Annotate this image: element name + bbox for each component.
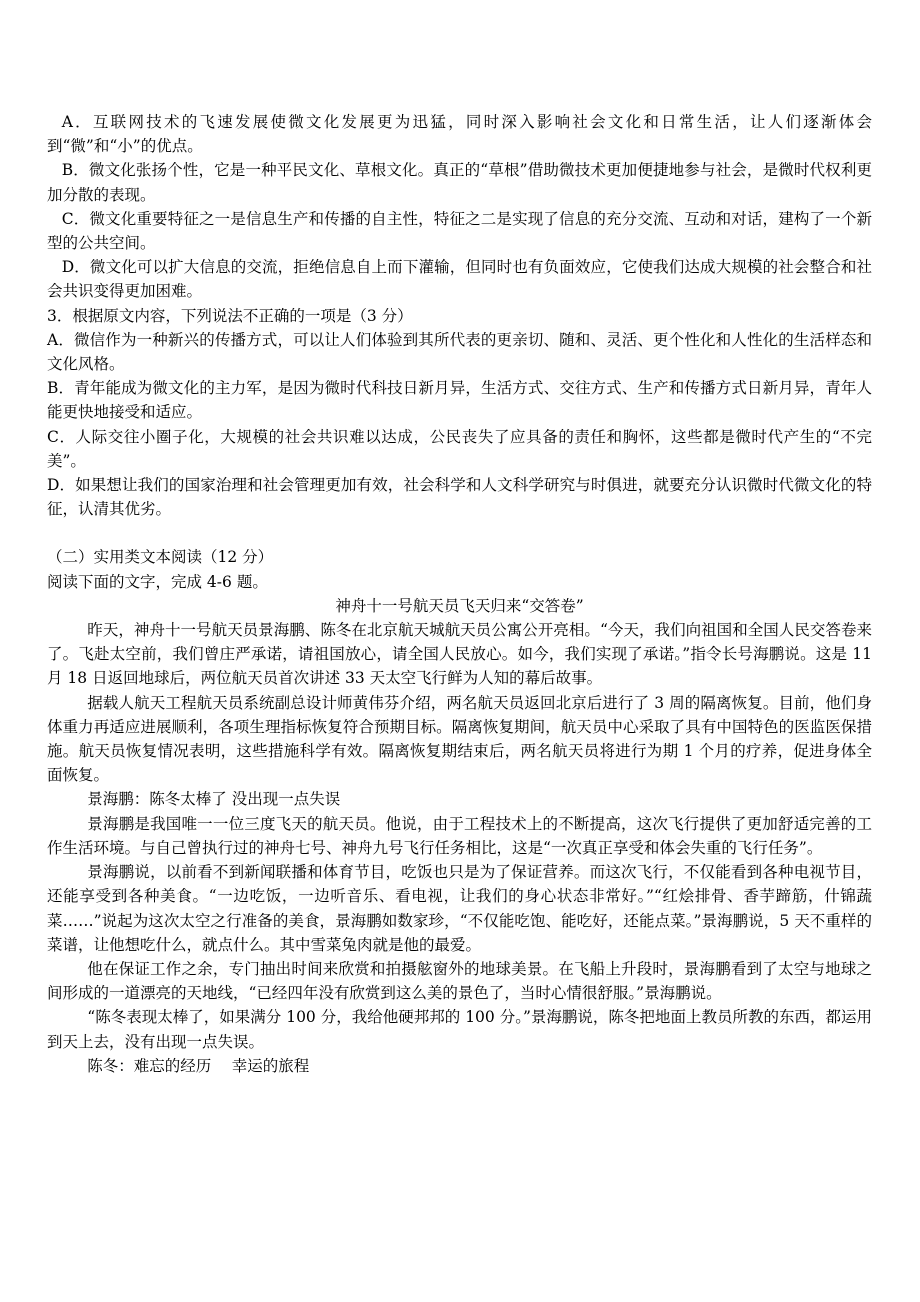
q2-option-a: A．互联网技术的飞速发展使微文化发展更为迅猛，同时深入影响社会文化和日常生活，让人们逐渐体会到“微”和“小”的优点。: [47, 113, 872, 156]
section-spacer: [47, 521, 872, 545]
q3-stem: 3．根据原文内容，下列说法不正确的一项是（3 分）: [47, 306, 413, 325]
q2-option-c: C．微文化重要特征之一是信息生产和传播的自主性，特征之二是实现了信息的充分交流、互动和对话，建构了一个新型的公共空间。: [47, 209, 872, 253]
q3-option-a: A．微信作为一种新兴的传播方式，可以让人们体验到其所代表的更亲切、随和、灵活、更个性化和人性化的生活样态和文化风格。: [47, 330, 872, 374]
q2-option-d: D．微文化可以扩大信息的交流，拒绝信息自上而下灌输，但同时也有负面效应，它使我们达成大规模的社会整合和社会共识变得更加困难。: [47, 258, 872, 301]
q2-option-b: B．微文化张扬个性，它是一种平民文化、草根文化。真正的“草根”借助微技术更加便捷地参与社会，是微时代权利更加分散的表现。: [47, 161, 872, 204]
q3-option-b: B．青年能成为微文化的主力军，是因为微时代科技日新月异，生活方式、交往方式、生产和传播方式日新月异，青年人能更快地接受和适应。: [47, 379, 872, 422]
q3-option-c: C．人际交往小圈子化，大规模的社会共识难以达成，公民丧失了应具备的责任和胸怀，这些都是微时代产生的“不完美”。: [47, 427, 872, 470]
article-title: 神舟十一号航天员飞天归来“交答卷”: [335, 596, 584, 615]
article-paragraph: “陈冬表现太棒了，如果满分 100 分，我给他硬邦邦的 100 分。”景海鹏说，陈冬把地面上教员所教的东西，都运用到天上去，没有出现一点失误。: [47, 1008, 872, 1051]
article-paragraph: 他在保证工作之余，专门抽出时间来欣赏和拍摄舷窗外的地球美景。在飞船上升段时，景海鹏看到了太空与地球之间形成的一道漂亮的天地线，“已经四年没有欣赏到这么美的景色了，当时心情很舒服。”景海鹏说。: [47, 959, 872, 1003]
section-heading: （二）实用类文本阅读（12 分）: [47, 548, 274, 567]
article-subheading: 陈冬：难忘的经历 幸运的旅程: [87, 1056, 310, 1075]
article-subheading: 景海鹏：陈冬太棒了 没出现一点失误: [87, 790, 341, 809]
q3-option-d: D．如果想让我们的国家治理和社会管理更加有效，社会科学和人文科学研究与时俱进，就要充分认识微时代微文化的特征，认清其优劣。: [47, 476, 872, 519]
section-instruction: 阅读下面的文字，完成 4-6 题。: [47, 572, 268, 591]
article-paragraph: 景海鹏说，以前看不到新闻联播和体育节目，吃饭也只是为了保证营养。而这次飞行，不仅能看到各种电视节目，还能享受到各种美食。“一边吃饭，一边听音乐、看电视，让我们的身心状态非常好。”“红烩排骨、香芋蹄筋，什锦蔬菜……”说起为这次太空之行准备的美食，景海鹏如数家珍，“不仅能吃饱、能吃好，还能点菜。”景海鹏说，5 天不重样的菜谱，让他想吃什么，就点什么。其中雪菜兔肉就是他的最爱。: [47, 863, 872, 954]
article-paragraph: 昨天，神舟十一号航天员景海鹏、陈冬在北京航天城航天员公寓公开亮相。“今天，我们向祖国和全国人民交答卷来了。飞赴太空前，我们曾庄严承诺，请祖国放心，请全国人民放心。如今，我们实现了承诺。”指令长号海鹏说。这是 11 月 18 日返回地球后，两位航天员首次讲述 33 天太空飞行鲜为人知的幕后故事。: [47, 621, 872, 688]
article-paragraph: 景海鹏是我国唯一一位三度飞天的航天员。他说，由于工程技术上的不断提高，这次飞行提供了更加舒适完善的工作生活环境。与自己曾执行过的神舟七号、神舟九号飞行任务相比，这是“一次真正享受和体会失重的飞行任务”。: [47, 814, 872, 857]
article-paragraph: 据载人航天工程航天员系统副总设计师黄伟芬介绍，两名航天员返回北京后进行了 3 周的隔离恢复。目前，他们身体重力再适应进展顺利，各项生理指标恢复符合预期目标。隔离恢复期间，航天员中心采取了具有中国特色的医监医保措施。航天员恢复情况表明，这些措施科学有效。隔离恢复期结束后，两名航天员将进行为期 1 个月的疗养，促进身体全面恢复。: [47, 693, 872, 785]
